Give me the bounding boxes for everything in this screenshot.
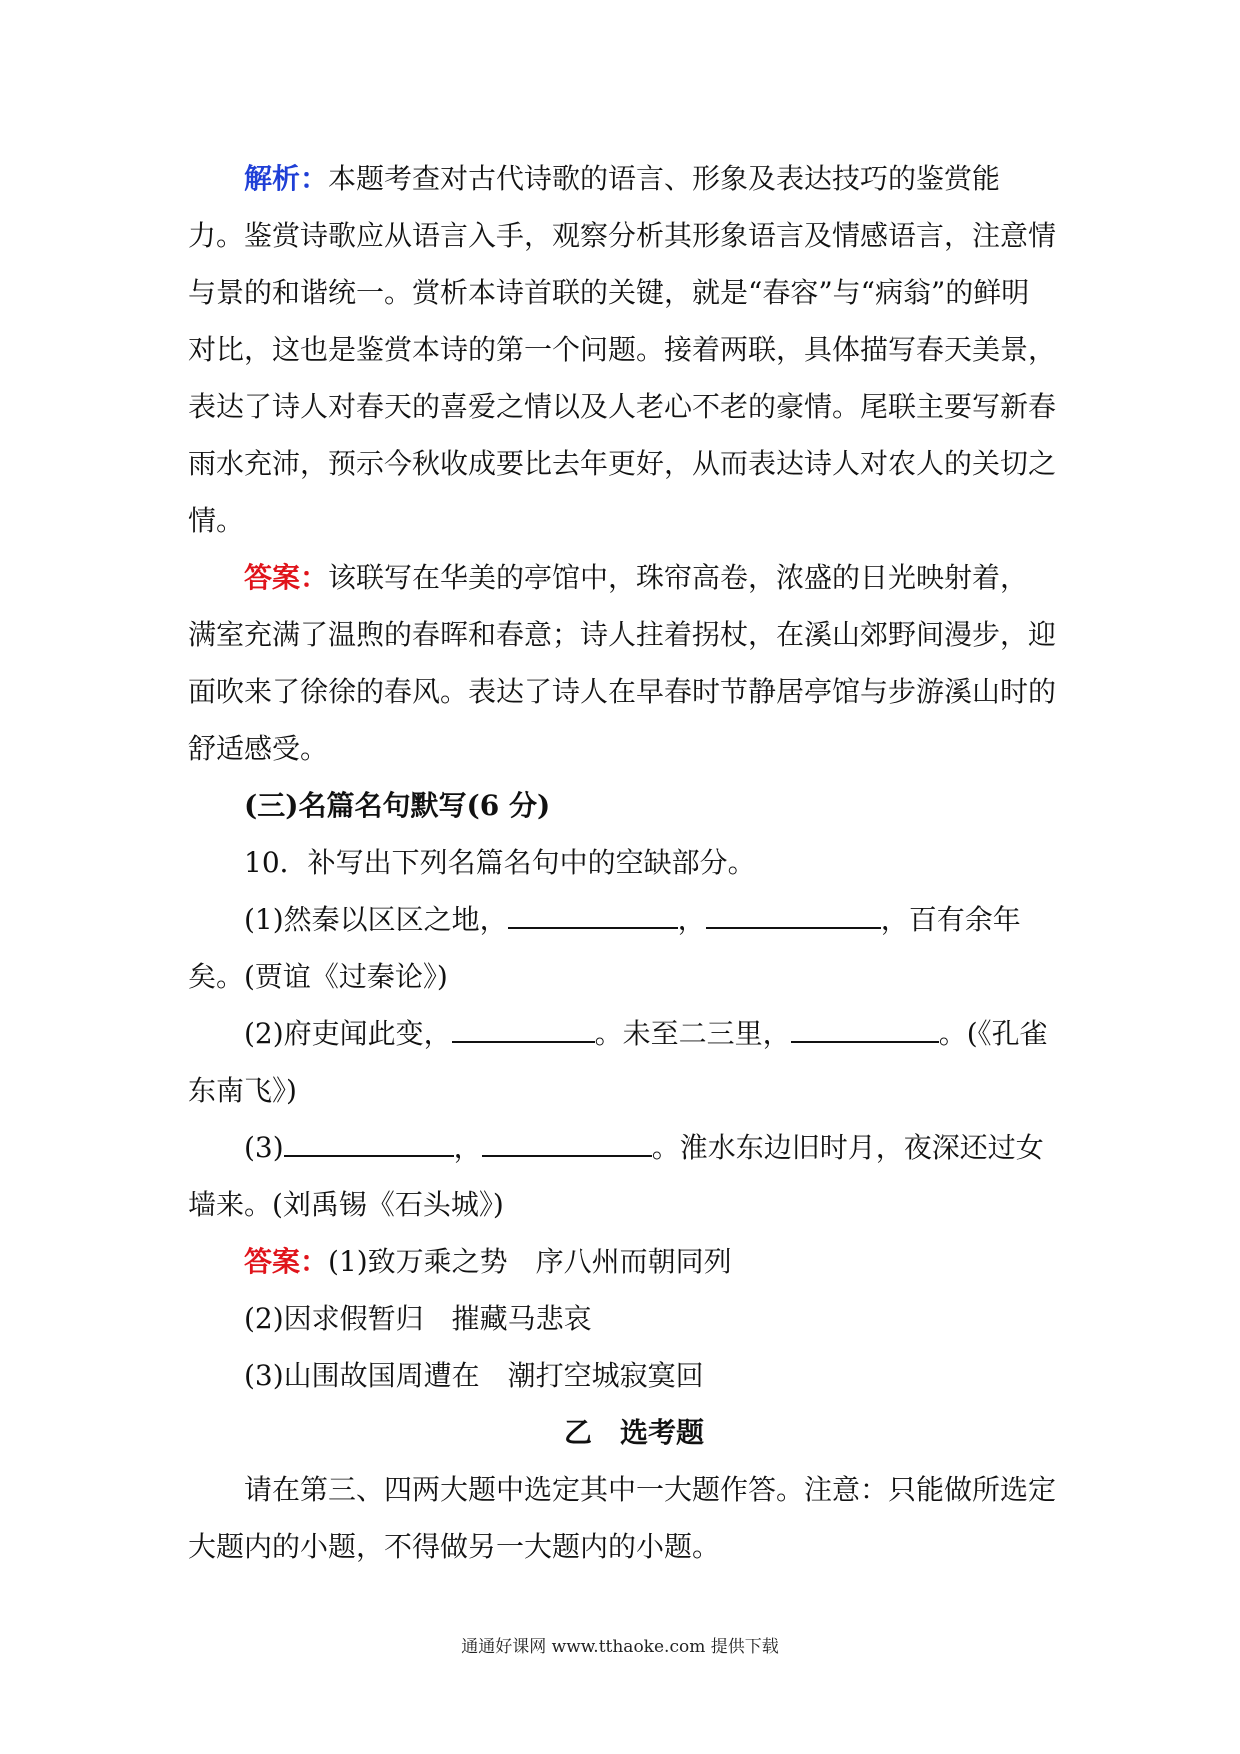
analysis-label: 解析： — [244, 162, 329, 195]
section-heading: (三)名篇名句默写(6 分) — [244, 789, 551, 822]
item3-suffix: 。淮水东边旧时月，夜深还过女墙来。(刘禹锡《石头城》) — [188, 1131, 1044, 1221]
answer-item-1: (1)致万乘之势 序八州而朝同列 — [328, 1245, 732, 1278]
question-item-3 — [188, 1119, 1056, 1233]
answer-blank[interactable] — [482, 1127, 652, 1157]
answer-label: 答案： — [244, 1245, 329, 1278]
answer-blank[interactable] — [284, 1127, 454, 1157]
answer-line-1 — [188, 1233, 1056, 1290]
answer-blank[interactable] — [508, 899, 678, 929]
document-body — [188, 150, 1056, 1575]
question-item-1 — [188, 891, 1056, 1005]
item3-prefix: (3) — [244, 1131, 284, 1164]
analysis-paragraph — [188, 150, 1056, 549]
question-item-2 — [188, 1005, 1056, 1119]
item2-suffix: 。(《孔雀东南飞》) — [188, 1017, 1048, 1107]
item2-prefix: (2)府吏闻此变， — [244, 1017, 452, 1050]
item1-prefix: (1)然秦以区区之地， — [244, 903, 508, 936]
page-footer: 通通好课网 www.tthaoke.com 提供下载 — [461, 1637, 779, 1657]
answer-paragraph — [188, 549, 1056, 777]
item1-suffix: ，百有余年矣。(贾谊《过秦论》) — [188, 903, 1021, 993]
item3-middle: ， — [453, 1131, 482, 1164]
answer-blank[interactable] — [791, 1013, 939, 1043]
item2-middle: 。未至二三里， — [594, 1017, 791, 1050]
answer-line-3: (3)山围故国周遭在 潮打空城寂寞回 — [244, 1359, 704, 1392]
answer-blank[interactable] — [452, 1013, 595, 1043]
optional-instruction: 请在第三、四两大题中选定其中一大题作答。注意：只能做所选定大题内的小题，不得做另一大题内的小题。 — [188, 1473, 1057, 1563]
answer-text: 该联写在华美的亭馆中，珠帘高卷，浓盛的日光映射着，满室充满了温煦的春晖和春意；诗人拄着拐杖，在溪山郊野间漫步，迎面吹来了徐徐的春风。表达了诗人在早春时节静居亭馆与步游溪山时的舒适感受。 — [188, 561, 1057, 765]
answer-label: 答案： — [244, 561, 329, 594]
question-stem: 10．补写出下列名篇名句中的空缺部分。 — [244, 846, 756, 879]
answer-blank[interactable] — [706, 899, 881, 929]
analysis-text: 本题考查对古代诗歌的语言、形象及表达技巧的鉴赏能力。鉴赏诗歌应从语言入手，观察分析其形象语言及情感语言，注意情与景的和谐统一。赏析本诗首联的关键，就是“春容”与“病翁”的鲜明对比，这也是鉴赏本诗的第一个问题。接着两联，具体描写春天美景，表达了诗人对春天的喜爱之情以及人老心不老的豪情。尾联主要写新春雨水充沛，预示今秋收成要比去年更好，从而表达诗人对农人的关切之情。 — [188, 162, 1057, 537]
item1-middle: ， — [677, 903, 706, 936]
answer-line-2: (2)因求假暂归 摧藏马悲哀 — [244, 1302, 592, 1335]
optional-section-title: 乙 选考题 — [563, 1416, 704, 1449]
